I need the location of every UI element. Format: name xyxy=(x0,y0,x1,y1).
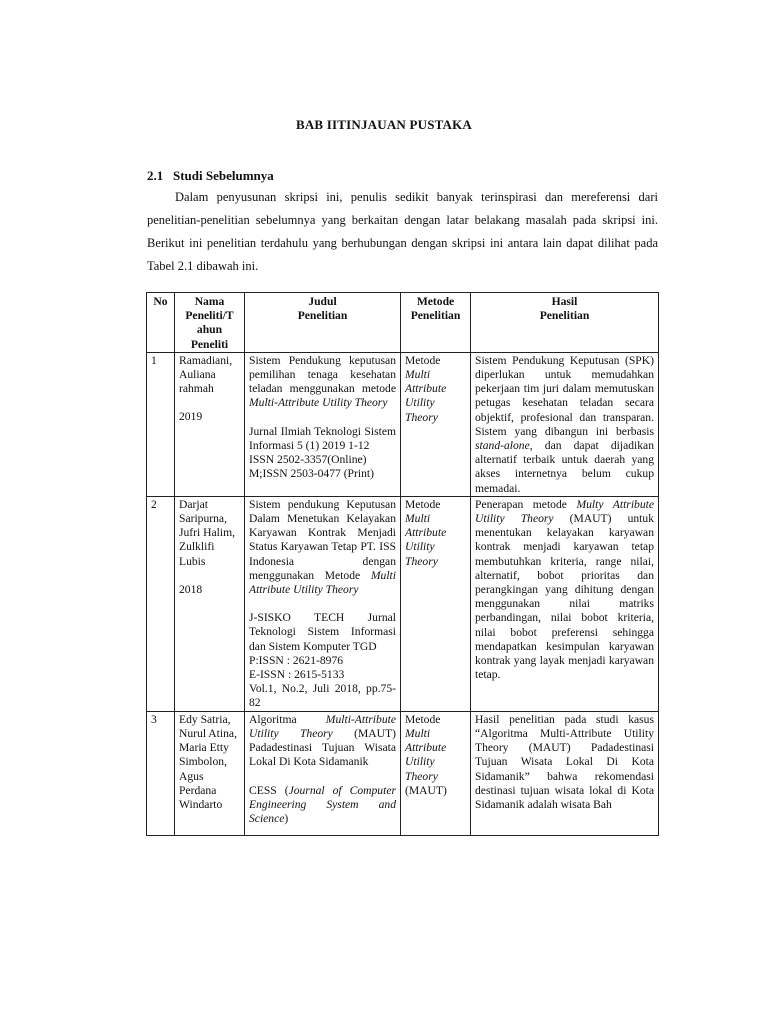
header-name: Nama Peneliti/T ahun Peneliti xyxy=(175,293,245,353)
row-result: Penerapan metode Multy Attribute Utility Theory (MAUT) untuk menentukan kelayakan karyawan kontrak menjadi karyawan tetap membutuhkan kriteria, range nilai, alternatif, bobot prioritas dan perangkingan yang dihitung dengan menggunakan nilai matriks perbandingan, nilai bobot kriteria, nilai bobot preferensi sehingga mendapatkan kesimpulan karyawan kontrak yang layak menjadi karyawan tetap. xyxy=(471,496,659,711)
table-row xyxy=(147,711,659,835)
table-row xyxy=(147,496,659,711)
section-number: 2.1 xyxy=(147,168,164,183)
row-result: Hasil penelitian pada studi kasus “Algoritma Multi-Attribute Utility Theory (MAUT) Padadestinasi Tujuan Wisata Lokal Di Kota Sidamanik” bahwa rekomendasi destinasi tujuan wisata lokal di Kota Sidamanik adalah wisata Bah xyxy=(471,711,659,835)
header-no: No xyxy=(147,293,175,353)
table-header-row xyxy=(147,293,659,353)
row-title: Sistem pendukung Keputusan Dalam Menetukan Kelayakan Karyawan Kontrak Menjadi Status Karyawan Tetap PT. ISS Indonesia dengan menggunakan Metode Multi Attribute Utility Theory J-SISKO TECH Jurnal Teknologi Sistem Informasi dan Sistem Komputer TGD P:ISSN : 2621-8976 E-ISSN : 2615-5133 Vol.1, No.2, Juli 2018, pp.75-82 xyxy=(245,496,401,711)
table-row xyxy=(147,352,659,496)
row-title: Sistem Pendukung keputusan pemilihan tenaga kesehatan teladan menggunakan metode Multi-Attribute Utility Theory Jurnal Ilmiah Teknologi Sistem Informasi 5 (1) 2019 1-12 ISSN 2502-3357(Online) M;ISSN 2503-0477 (Print) xyxy=(245,352,401,496)
intro-paragraph: Dalam penyusunan skripsi ini, penulis sedikit banyak terinspirasi dan mereferensi dari penelitian-penelitian sebelumnya yang berkaitan dengan latar belakang masalah pada skripsi ini. Berikut ini penelitian terdahulu yang berhubungan dengan skripsi ini antara lain dapat dilihat pada Tabel 2.1 dibawah ini. xyxy=(147,190,658,273)
row-number: 1 xyxy=(147,352,175,496)
research-table xyxy=(146,292,659,836)
row-method: Metode Multi Attribute Utility Theory (MAUT) xyxy=(401,711,471,835)
section-title: Studi Sebelumnya xyxy=(173,168,274,183)
row-authors: Ramadiani, Auliana rahmah 2019 xyxy=(175,352,245,496)
row-authors: Edy Satria, Nurul Atina, Maria Etty Simbolon, Agus Perdana Windarto xyxy=(175,711,245,835)
row-authors: Darjat Saripurna, Jufri Halim, Zulklifi Lubis 2018 xyxy=(175,496,245,711)
row-number: 3 xyxy=(147,711,175,835)
row-method: Metode Multi Attribute Utility Theory xyxy=(401,496,471,711)
row-result: Sistem Pendukung Keputusan (SPK) diperlukan untuk memudahkan pekerjaan tim juri dalam memutuskan petugas kesehatan teladan secara objektif, profesional dan transparan. Sistem yang dibangun ini berbasis stand-alone, dan dapat dijadikan alternatif terbaik untuk daerah yang akses internetnya belum cukup memadai. xyxy=(471,352,659,496)
section-heading xyxy=(147,168,274,184)
chapter-title: BAB IITINJAUAN PUSTAKA xyxy=(295,117,473,132)
row-title: Algoritma Multi-Attribute Utility Theory (MAUT) Padadestinasi Tujuan Wisata Lokal Di Kota Sidamanik CESS (Journal of Computer Engineering System and Science) xyxy=(245,711,401,835)
header-result: Hasil Penelitian xyxy=(471,293,659,353)
row-number: 2 xyxy=(147,496,175,711)
row-method: Metode Multi Attribute Utility Theory xyxy=(401,352,471,496)
header-title: Judul Penelitian xyxy=(245,293,401,353)
header-method: Metode Penelitian xyxy=(401,293,471,353)
